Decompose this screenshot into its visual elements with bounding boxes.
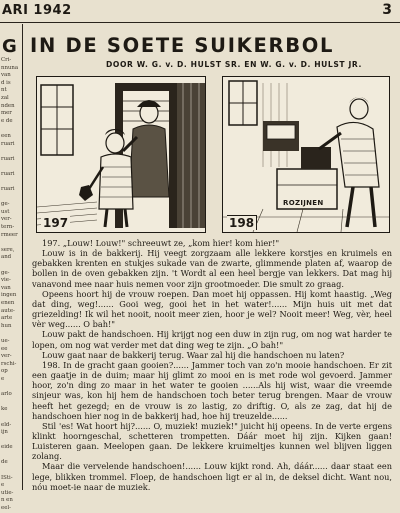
- left-column-text: [0, 57, 22, 513]
- page-number: 3: [382, 2, 392, 18]
- left-column-fragment: [0, 24, 23, 512]
- left-column-fragment-line: d is: [1, 79, 11, 86]
- story-byline: DOOR W. G. v. D. HULST SR. EN W. G. v. D. HULST JR.: [106, 60, 362, 69]
- left-column-fragment-line: sere,: [1, 246, 15, 253]
- left-column-fragment-line: aute-: [1, 307, 15, 314]
- left-column-fragment-line: e: [1, 482, 5, 489]
- left-column-fragment-line: zal: [1, 94, 9, 101]
- illustration-197: [36, 76, 206, 233]
- page-header: [0, 0, 400, 23]
- left-column-fragment-line: eld-: [1, 421, 12, 428]
- paragraph: Louw gaat naar de bakkerij terug. Waar zal hij die handschoen nu laten?: [42, 349, 345, 360]
- left-column-fragment-line: [0, 239, 22, 247]
- left-column-fragment-line: nnuna: [1, 64, 19, 71]
- left-column-fragment-line: ingen: [1, 292, 17, 299]
- left-column-fragment-line: van: [1, 72, 11, 79]
- left-column-fragment-line: ver-: [1, 216, 12, 223]
- left-column-fragment-line: [0, 163, 22, 171]
- left-column-fragment-line: [0, 179, 22, 187]
- illustration-number-198: 198: [227, 215, 257, 230]
- left-column-fragment-line: arlo: [1, 391, 12, 398]
- left-column-fragment-line: e de: [1, 117, 13, 124]
- left-column-fragment-line: [0, 467, 22, 475]
- left-column-fragment-line: vie-: [1, 277, 11, 284]
- left-column-letter: G: [2, 36, 17, 57]
- left-column-fragment-line: e: [1, 375, 5, 382]
- header-date: ARI 1942: [2, 3, 72, 18]
- left-column-fragment-line: ust: [1, 208, 10, 215]
- left-column-fragment-line: hun: [1, 322, 12, 329]
- left-column-fragment-line: [0, 125, 22, 133]
- left-column-fragment-line: de: [1, 459, 8, 466]
- left-column-fragment-line: n en: [1, 497, 13, 504]
- left-column-fragment-line: ruari: [1, 186, 15, 193]
- left-column-fragment-line: nden: [1, 102, 15, 109]
- left-column-fragment-line: rmeer: [1, 231, 18, 238]
- paragraph: Louw is in de bakkerij. Hij veegt zorgzaam alle lekkere korstjes en kruimels en gebakken krenten en stukjes sukade van de zwarte, glimmende platen af, waarop de bollen in de oven gebakken zijn. 't Wordt al een heel bergje van lekkers. Dat mag hij vanavond mee naar huis nemen voor zijn grootmoeder. Die smult zo graag.: [32, 248, 392, 289]
- left-column-fragment-line: ge-: [1, 201, 10, 208]
- left-column-fragment-line: utie-: [1, 489, 14, 496]
- left-column-fragment-line: eel-: [1, 505, 11, 512]
- left-column-fragment-line: [0, 384, 22, 392]
- left-column-fragment-line: [0, 399, 22, 407]
- paragraph: Louw pakt de handschoen. Hij krijgt nog een duw in zijn rug, om nog wat harder te lopen, om nog wat verder met dat ding weg te zijn. „O bah!": [32, 329, 392, 350]
- left-column-fragment-line: [0, 452, 22, 460]
- paragraph: Stil 'es! Wat hoort hij?...... O, muziek! muziek!" juicht hij opeens. In de verte ergens klinkt hoorngeschal, schetteren trompetten. Dáár moet hij zijn. Kijken gaan! Luisteren gaan. Meelopen gaan. De lekkere kruimeltjes kunnen wel blijven liggen zolang.: [32, 420, 392, 462]
- left-column-fragment-line: ver-: [1, 353, 12, 360]
- left-column-fragment-line: op: [1, 368, 8, 375]
- left-column-fragment-line: ee: [1, 345, 8, 352]
- left-column-fragment-line: ruari: [1, 140, 15, 147]
- box-label: ROZIJNEN: [283, 199, 324, 207]
- story-title: IN DE SOETE SUIKERBOL: [30, 34, 335, 57]
- left-column-fragment-line: rschi-: [1, 360, 17, 367]
- left-column-fragment-line: [0, 330, 22, 338]
- left-column-fragment-line: ruari: [1, 170, 15, 177]
- illustration-number-197: 197: [43, 216, 69, 230]
- left-column-fragment-line: eide: [1, 444, 13, 451]
- left-column-fragment-line: ke: [1, 406, 8, 413]
- left-column-fragment-line: [0, 148, 22, 156]
- paragraph: 197. „Louw! Louw!" schreeuwt ze, „kom hier! kom hier!": [42, 238, 280, 248]
- left-column-fragment-line: ue-: [1, 337, 10, 344]
- left-column-fragment-line: mer: [1, 110, 12, 117]
- illustration-198: [222, 76, 390, 233]
- paragraph: Maar die vervelende handschoen!...... Louw kijkt rond. Ah, dáár...... daar staat een lege, blikken trommel. Floep, de handschoen ligt er al in, de deksel dicht. Want nou, nóu moet-ie naar de muziek.: [32, 461, 392, 492]
- left-column-fragment-line: [0, 414, 22, 422]
- left-column-fragment-line: enen: [1, 300, 15, 306]
- left-column-fragment-line: ruari: [1, 155, 15, 162]
- left-column-fragment-line: ijn: [1, 429, 8, 436]
- left-column-fragment-line: and: [1, 254, 12, 261]
- illustration-198-drawing: [223, 77, 389, 232]
- story-text: [32, 238, 392, 492]
- left-column-fragment-line: van: [1, 284, 11, 291]
- paragraph: 198. In de gracht gaan gooien?...... Jammer toch van zo'n mooie handschoen. Er zit een gaatje in de duim; maar hij glimt zo mooi en is met rode wol gevoerd. Jammer hoor, zo'n ding zo maar in het water te gooien ......Als hij wist, waar die vreemde sinjeur was, kon hij hem de handschoen toch beter terug brengen. Maar de vrouw heeft het gezegd; en de vrouw is zo lastig, zo driftig. O, als ze zag, dat hij de handschoen hier nog in de bakkerij had, hoe hij treuzelde......: [32, 359, 392, 421]
- left-column-fragment-line: ISti-: [1, 474, 13, 481]
- paragraph: Opeens hoort hij de vrouw roepen. Dan moet hij oppassen. Hij komt haastig. „Weg dat ding, weg!...... Gooi weg, gooi het in het water!...... Mijn huis uit met dat griezelding! Ik wil het nooit, nooit meer zien, hoor je wel? Nooit meer! Weg, vèr, heel vèr weg...... O bah!": [32, 288, 392, 330]
- left-column-fragment-line: [0, 194, 22, 202]
- left-column-fragment-line: [0, 437, 22, 445]
- story-section: [26, 24, 396, 490]
- left-column-fragment-line: Cri-: [1, 57, 12, 63]
- illustration-197-drawing: [37, 77, 205, 232]
- left-column-fragment-line: ge-: [1, 269, 10, 276]
- left-column-fragment-line: arte: [1, 315, 13, 322]
- left-column-fragment-line: tern-: [1, 224, 15, 231]
- left-column-fragment-line: een: [1, 132, 11, 139]
- left-column-fragment-line: nt: [1, 87, 7, 94]
- left-column-fragment-line: [0, 262, 22, 270]
